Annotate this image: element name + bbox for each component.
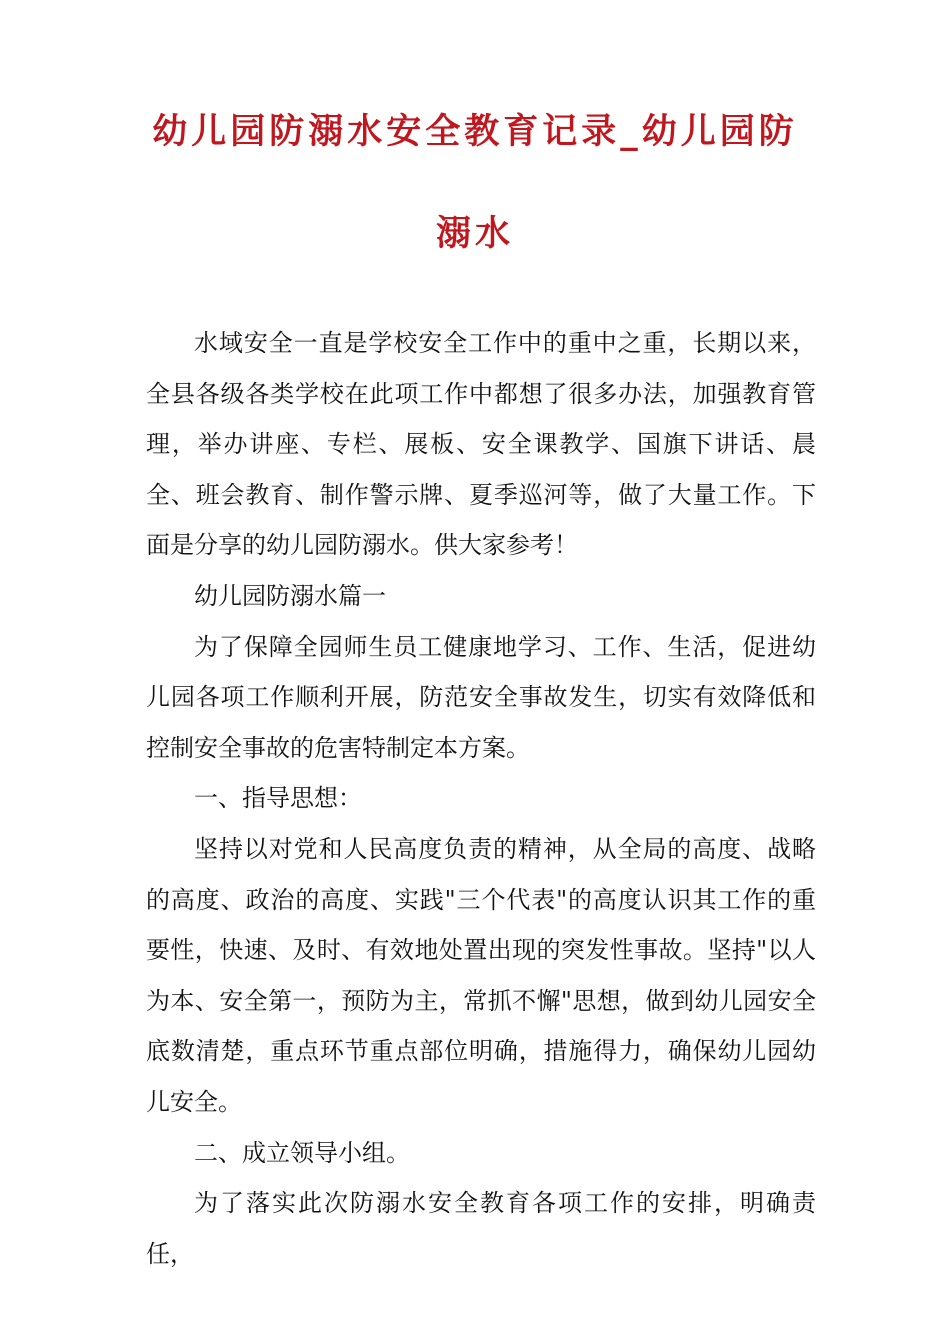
document-body	[146, 318, 816, 1279]
document-title-line-2: 溺水	[435, 213, 514, 254]
intro-paragraph: 水域安全一直是学校安全工作中的重中之重，长期以来，全县各级各类学校在此项工作中都想了很多办法，加强教育管理，举办讲座、专栏、展板、安全课教学、国旗下讲话、晨全、班会教育、制作警示牌、夏季巡河等，做了大量工作。下面是分享的幼儿园防溺水。供大家参考！	[146, 329, 816, 560]
purpose-paragraph: 为了保障全园师生员工健康地学习、工作、生活，促进幼儿园各项工作顺利开展，防范安全事故发生，切实有效降低和控制安全事故的危害特制定本方案。	[146, 632, 816, 762]
section-heading-leadership-group: 二、成立领导小组。	[194, 1138, 410, 1167]
section-heading-guiding-ideology: 一、指导思想：	[194, 784, 362, 813]
section-heading-part-one: 幼儿园防溺水篇一	[194, 581, 386, 610]
leadership-group-paragraph: 为了落实此次防溺水安全教育各项工作的安排，明确责任，	[146, 1189, 816, 1268]
guiding-ideology-paragraph: 坚持以对党和人民高度负责的精神，从全局的高度、战略的高度、政治的高度、实践"三个代表"的高度认识其工作的重要性，快速、及时、有效地处置出现的突发性事故。坚持"以人为本、安全第一，预防为主，常抓不懈"思想，做到幼儿园安全底数清楚，重点环节重点部位明确，措施得力，确保幼儿园幼儿安全。	[146, 834, 816, 1116]
document-title-line-1: 幼儿园防溺水安全教育记录_幼儿园防	[152, 111, 798, 152]
